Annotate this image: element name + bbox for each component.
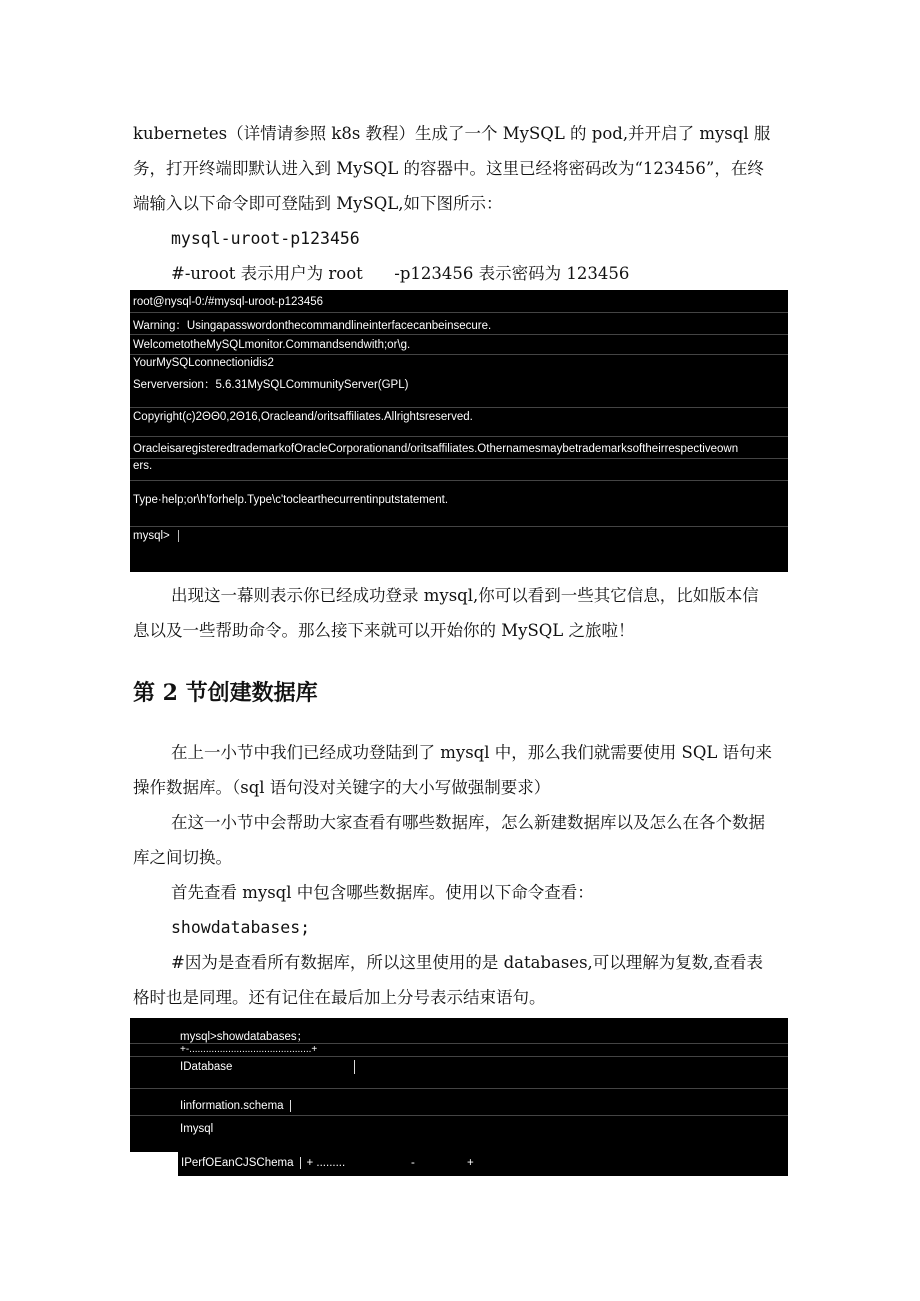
- table-border: +-............................................+: [180, 1044, 318, 1055]
- text-line: 在上一小节中我们已经成功登陆到了 mysql 中，那么我们就需要使用 SQL 语句来: [171, 743, 773, 762]
- after-terminal-paragraph: [133, 578, 783, 648]
- table-row: Imysql: [180, 1123, 214, 1135]
- terminal-line: Serverversion：5.6.31MySQLCommunityServer(GPL): [133, 379, 409, 391]
- text-line: 务，打开终端即默认进入到 MySQL 的容器中。这里已经将密码改为“123456”，在终: [133, 159, 764, 178]
- login-command: mysql-uroot-p123456: [171, 229, 360, 248]
- text-line: 端输入以下命令即可登陆到 MySQL,如下图所示：: [133, 194, 503, 213]
- table-row: IPerfOEanCJSChema + .........: [181, 1157, 346, 1170]
- text-line: 息以及一些帮助命令。那么接下来就可以开始你的 MySQL 之旅啦！: [133, 621, 635, 640]
- intro-paragraph: [133, 116, 783, 291]
- column-divider: [354, 1060, 355, 1074]
- terminal-prompt: mysql>: [133, 530, 179, 542]
- terminal-line: OracleisaregisteredtrademarkofOracleCorporationand/oritsaffiliates.Othernamesmaybetrademarksoftheirrespectiveown: [133, 443, 739, 455]
- terminal-line: Warning：Usingapasswordonthecommandlineinterfacecanbeinsecure.: [133, 320, 492, 332]
- text-line: 出现这一幕则表示你已经成功登录 mysql,你可以看到一些其它信息，比如版本信: [171, 586, 759, 605]
- text-line: kubernetes（详情请参照 k8s 教程）生成了一个 MySQL 的 pod,并开启了 mysql 服: [133, 124, 771, 143]
- text-line: #因为是查看所有数据库，所以这里使用的是 databases,可以理解为复数,查看表: [171, 953, 764, 972]
- text-line: 操作数据库。（sql 语句没对关键字的大小写做强制要求）: [133, 778, 551, 797]
- table-border-dash: -: [411, 1157, 415, 1169]
- section-body: [133, 735, 783, 1015]
- terminal-line: Type·help;or\h'forhelp.Type\c'toclearthecurrentinputstatement.: [133, 494, 449, 506]
- login-command-comment: #-uroot 表示用户为 root -p123456 表示密码为 123456: [171, 264, 630, 283]
- text-line: 库之间切换。: [133, 848, 232, 867]
- section-heading: 第 2 节创建数据库: [133, 680, 318, 706]
- table-row: Iinformation.schema: [180, 1100, 291, 1112]
- terminal-line: Copyright(c)2ΘΘ0,2Θ16,Oracleand/oritsaffiliates.Allrightsreserved.: [133, 411, 473, 423]
- show-databases-command: showdatabases;: [171, 918, 311, 937]
- terminal-line: WelcometotheMySQLmonitor.Commandsendwith;or\g.: [133, 339, 411, 351]
- text-line: 在这一小节中会帮助大家查看有哪些数据库，怎么新建数据库以及怎么在各个数据: [171, 813, 765, 832]
- table-header: IDatabase: [180, 1061, 233, 1073]
- terminal-login-screenshot: [130, 290, 788, 572]
- text-line: 首先查看 mysql 中包含哪些数据库。使用以下命令查看：: [171, 883, 594, 902]
- table-border-plus: +: [467, 1157, 474, 1169]
- terminal-databases-last-row: [178, 1152, 788, 1176]
- text-line: 格时也是同理。还有记住在最后加上分号表示结束语句。: [133, 988, 546, 1007]
- terminal-databases-screenshot: [130, 1018, 788, 1152]
- terminal-line: mysql>showdatabases；: [180, 1031, 309, 1043]
- terminal-line: root@nysql-0:/#mysql-uroot-p123456: [133, 296, 324, 308]
- cursor-icon: [178, 530, 179, 542]
- terminal-line: YourMySQLconnectionidis2: [133, 357, 274, 369]
- terminal-line: ers.: [133, 460, 153, 472]
